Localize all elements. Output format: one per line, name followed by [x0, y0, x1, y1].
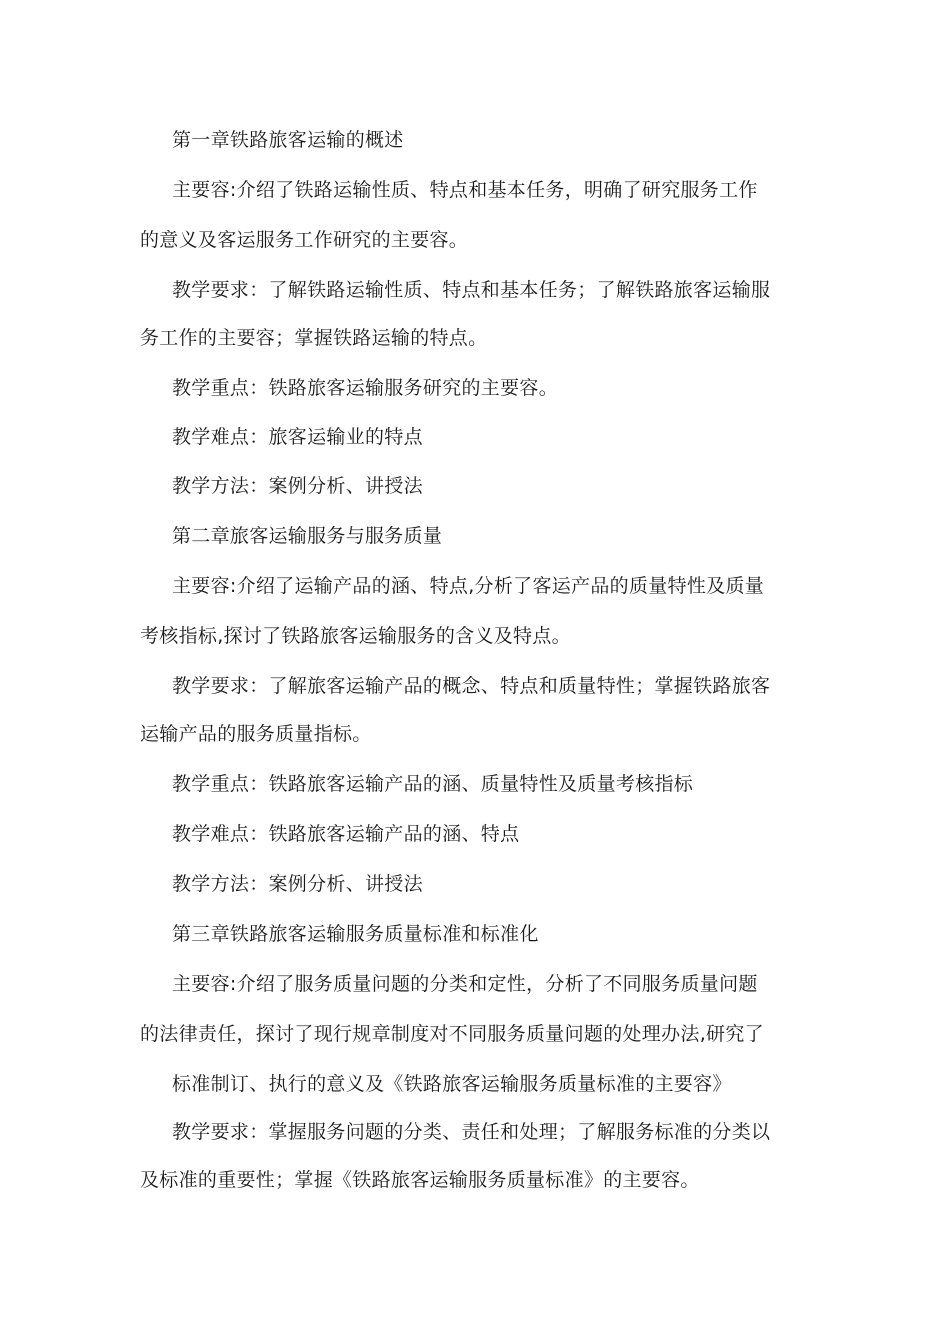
- chapter-1-difficulties: 教学难点：旅客运输业的特点: [172, 426, 423, 448]
- chapter-2-difficulties: 教学难点：铁路旅客运输产品的涵、特点: [172, 823, 520, 845]
- chapter-3-heading: 第三章铁路旅客运输服务质量标准和标准化: [172, 923, 539, 945]
- chapter-1-requirements-line-2: 务工作的主要容；掌握铁路运输的特点。: [140, 327, 488, 349]
- chapter-1-heading: 第一章铁路旅客运输的概述: [172, 129, 404, 151]
- chapter-2-key-points: 教学重点：铁路旅客运输产品的涵、质量特性及质量考核指标: [172, 773, 694, 795]
- chapter-1-requirements-line-1: 教学要求：了解铁路运输性质、特点和基本任务；了解铁路旅客运输服: [172, 279, 771, 301]
- chapter-3-content-line-1: 主要容:介绍了服务质量问题的分类和定性，分析了不同服务质量问题: [172, 973, 758, 995]
- chapter-3-requirements-line-1: 教学要求：掌握服务问题的分类、责任和处理；了解服务标准的分类以: [172, 1121, 771, 1143]
- chapter-2-requirements-line-1: 教学要求：了解旅客运输产品的概念、特点和质量特性；掌握铁路旅客: [172, 675, 771, 697]
- chapter-3-content-line-2: 的法律责任，探讨了现行规章制度对不同服务质量问题的处理办法,研究了: [140, 1023, 764, 1045]
- chapter-1-methods: 教学方法：案例分析、讲授法: [172, 475, 423, 497]
- chapter-1-content-line-1: 主要容:介绍了铁路运输性质、特点和基本任务，明确了研究服务工作: [172, 179, 758, 201]
- chapter-3-content-line-3: 标准制订、执行的意义及《铁路旅客运输服务质量标准的主要容》: [172, 1073, 732, 1095]
- chapter-2-content-line-1: 主要容:介绍了运输产品的涵、特点,分析了客运产品的质量特性及质量: [172, 575, 765, 597]
- chapter-2-requirements-line-2: 运输产品的服务质量指标。: [140, 723, 372, 745]
- chapter-1-key-points: 教学重点：铁路旅客运输服务研究的主要容。: [172, 377, 559, 399]
- chapter-1-content-line-2: 的意义及客运服务工作研究的主要容。: [140, 229, 469, 251]
- chapter-3-requirements-line-2: 及标准的重要性；掌握《铁路旅客运输服务质量标准》的主要容。: [140, 1169, 700, 1191]
- chapter-2-heading: 第二章旅客运输服务与服务质量: [172, 525, 443, 547]
- chapter-2-methods: 教学方法：案例分析、讲授法: [172, 873, 423, 895]
- chapter-2-content-line-2: 考核指标,探讨了铁路旅客运输服务的含义及特点。: [140, 625, 571, 647]
